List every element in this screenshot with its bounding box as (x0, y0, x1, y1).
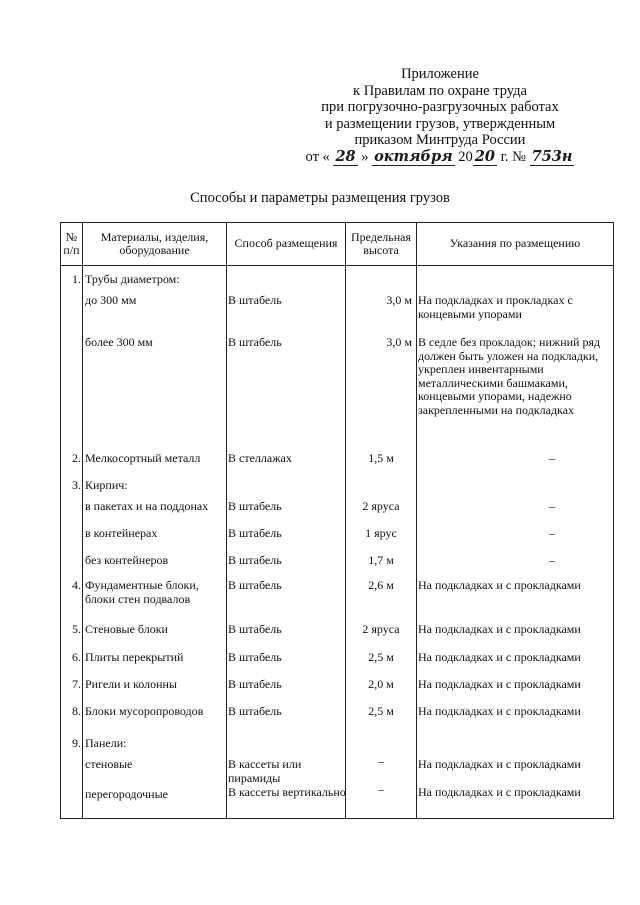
date-mid: » (361, 148, 369, 165)
header-num: № п/п (63, 229, 80, 257)
row-material: без контейнеров (85, 553, 169, 567)
header-line-works: при погрузочно-разгрузочных работах (321, 99, 559, 115)
header-notes: Указания по размещению (449, 236, 581, 251)
header-line-cargo: и размещении грузов, утвержденным (324, 115, 556, 132)
row-height: 2,0 м (368, 677, 394, 691)
row-num: 8. (72, 704, 81, 718)
row-num: 1. (72, 272, 81, 286)
date-prefix: от « (305, 148, 330, 165)
row-height: 2,5 м (368, 704, 394, 718)
row-notes: – (549, 451, 555, 465)
column-divider (82, 223, 83, 818)
row-height: 3,0 м (386, 335, 412, 349)
row-method: В кассеты или пирамиды (228, 757, 302, 785)
row-height: – (378, 782, 384, 796)
row-method: В штабель (228, 704, 282, 718)
row-num: 3. (72, 478, 81, 492)
header-material: Материалы, изделия, оборудование (100, 229, 209, 257)
row-num: 5. (72, 622, 81, 636)
row-notes: На подкладках и с прокладками (418, 650, 581, 664)
row-method: В штабель (228, 335, 282, 349)
date-year-prefix: 20 (458, 148, 473, 165)
row-num: 7. (72, 677, 81, 691)
header-divider (61, 265, 613, 266)
row-method: В штабель (228, 499, 282, 513)
row-notes: На подкладках и с прокладками (418, 677, 581, 691)
row-material: Кирпич: (85, 478, 128, 492)
row-height: 2 яруса (362, 499, 400, 513)
order-date-line (290, 149, 590, 166)
row-material: Стеновые блоки (85, 622, 168, 636)
row-notes: На подкладках и с прокладками (418, 578, 581, 592)
row-height: 1 ярус (365, 526, 397, 540)
row-num: 2. (72, 451, 81, 465)
row-notes: На подкладках и с прокладками (418, 757, 581, 771)
row-notes: На подкладках и с прокладками (418, 785, 581, 799)
row-method: В стеллажах (228, 451, 292, 465)
row-method: В штабель (228, 293, 282, 307)
row-material: до 300 мм (85, 293, 137, 307)
row-num: 6. (72, 650, 81, 664)
appendix-header (290, 66, 590, 165)
row-height: 3,0 м (386, 293, 412, 307)
row-material: Панели: (85, 736, 127, 750)
header-line-appendix: Приложение (401, 66, 479, 82)
row-num: 9. (72, 736, 81, 750)
date-day: 28 (335, 147, 356, 165)
row-notes: На подкладках и с прокладками (418, 704, 581, 718)
header-line-order: приказом Минтруда России (354, 132, 526, 148)
row-material: стеновые (85, 757, 133, 771)
row-method: В штабель (228, 677, 282, 691)
column-divider (416, 223, 417, 818)
date-month: октября (374, 147, 453, 165)
row-height: – (378, 754, 384, 768)
column-divider (345, 223, 346, 818)
header-height: Предельная высота (351, 229, 411, 257)
row-material: в пакетах и на поддонах (85, 499, 209, 513)
row-method: В кассеты вертикально (228, 785, 346, 799)
row-notes: На подкладках и с прокладками (418, 622, 581, 636)
row-material: Блоки мусоропроводов (85, 704, 204, 718)
date-year-suffix: г. № (500, 148, 526, 165)
document-title: Способы и параметры размещения грузов (190, 190, 450, 206)
row-notes: – (549, 526, 555, 540)
row-num: 4. (72, 578, 81, 592)
row-material: Фундаментные блоки, блоки стен подвалов (85, 578, 199, 606)
order-number: 753н (531, 147, 573, 165)
row-height: 2 яруса (362, 622, 400, 636)
row-height: 2,5 м (368, 650, 394, 664)
row-notes: – (549, 499, 555, 513)
row-method: В штабель (228, 578, 282, 592)
row-notes: В седле без прокладок; нижний ряд должен быть уложен на подкладки, укреплен инвентарными металлическими башмаками, концевыми упорами, надежно закрепленными на подкладках (418, 335, 601, 417)
row-material: Ригели и колонны (85, 677, 177, 691)
row-material: Мелкосортный металл (85, 451, 201, 465)
row-notes: – (549, 553, 555, 567)
row-material: более 300 мм (85, 335, 153, 349)
row-method: В штабель (228, 650, 282, 664)
row-method: В штабель (228, 526, 282, 540)
date-year: 20 (474, 147, 495, 165)
row-method: В штабель (228, 622, 282, 636)
row-method: В штабель (228, 553, 282, 567)
row-height: 2,6 м (368, 578, 394, 592)
cargo-placement-table (60, 222, 614, 819)
row-height: 1,5 м (368, 451, 394, 465)
row-notes: На подкладках и прокладках с концевыми упорами (418, 293, 573, 321)
row-height: 1,7 м (368, 553, 394, 567)
row-material: Трубы диаметром: (85, 272, 180, 286)
header-method: Способ размещения (234, 236, 338, 251)
header-line-rules: к Правилам по охране труда (353, 82, 527, 99)
row-material: в контейнерах (85, 526, 158, 540)
row-material: Плиты перекрытий (85, 650, 184, 664)
column-divider (226, 223, 227, 818)
row-material: перегородочные (85, 787, 168, 801)
